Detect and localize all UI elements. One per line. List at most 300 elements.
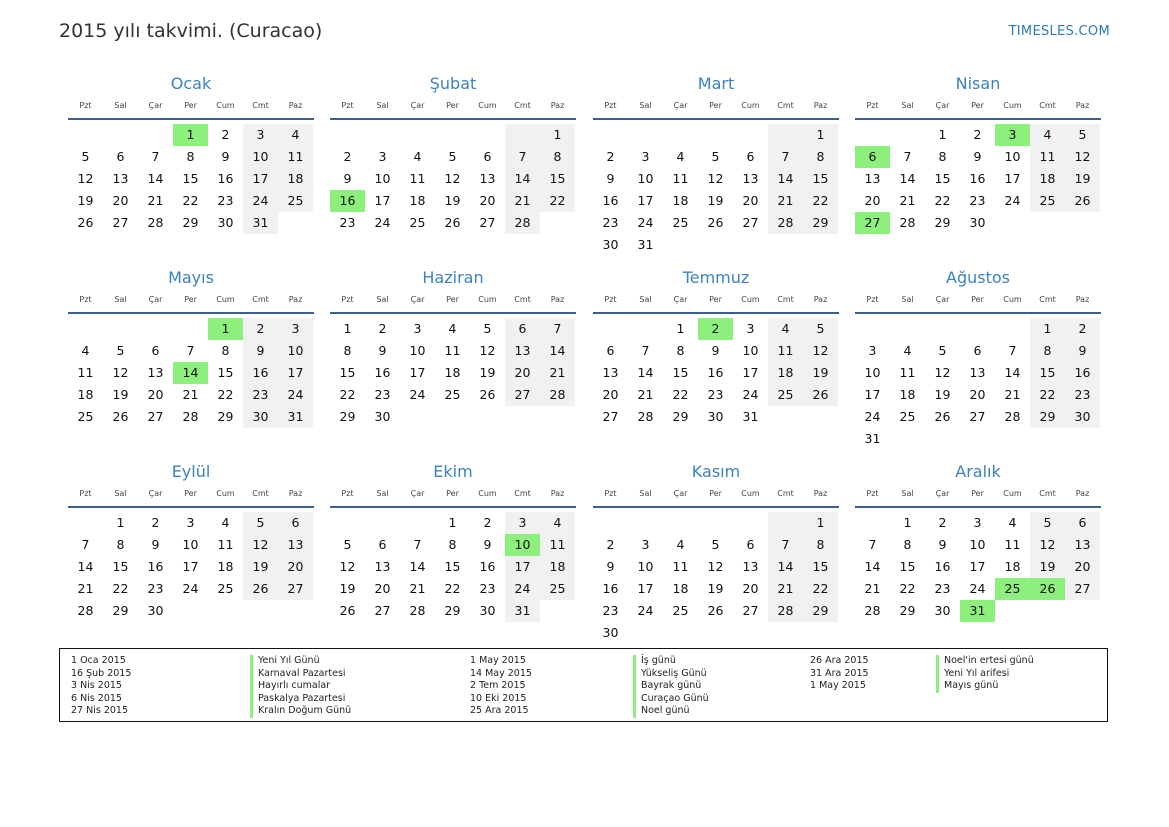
- day-cell: 1: [116, 515, 125, 530]
- day-cell: 25: [672, 215, 689, 230]
- day-grid: [593, 318, 839, 428]
- day-cell: 15: [112, 559, 129, 574]
- day-cell: 5: [448, 149, 457, 164]
- empty-cell: [960, 318, 995, 340]
- day-cell: 2: [483, 515, 492, 530]
- day-cell: 7: [641, 343, 650, 358]
- weekday-label: Çar: [148, 489, 163, 498]
- day-cell: 29: [672, 409, 689, 424]
- day-cell: 21: [409, 581, 426, 596]
- empty-cell: [103, 318, 138, 340]
- day-cell: 29: [444, 603, 461, 618]
- day-cell: 2: [1065, 318, 1100, 340]
- empty-cell: [663, 124, 698, 146]
- day-cell: 21: [864, 581, 881, 596]
- day-cell: 19: [707, 193, 724, 208]
- day-cell: 6: [1065, 512, 1100, 534]
- day-cell: 25: [444, 387, 461, 402]
- day-grid: [593, 124, 839, 256]
- empty-cell: [1030, 600, 1065, 622]
- weekday-header: [330, 489, 576, 508]
- day-cell: 3: [995, 124, 1030, 146]
- day-cell: 21: [505, 190, 540, 212]
- weekday-label: Cum: [478, 489, 497, 498]
- legend-date: 1 May 2015: [810, 680, 866, 692]
- weekday-label: Sal: [114, 101, 127, 110]
- month-name: Ekim: [433, 462, 473, 481]
- weekday-label: Paz: [550, 101, 565, 110]
- weekday-label: Pzt: [79, 295, 92, 304]
- day-cell: 25: [409, 215, 426, 230]
- day-cell: 6: [151, 343, 160, 358]
- weekday-label: Per: [184, 489, 197, 498]
- day-cell: 22: [1030, 384, 1065, 406]
- month-2: [330, 73, 576, 234]
- legend-holiday-name: Bayrak günü: [633, 680, 709, 693]
- legend-holiday-name: Hayırlı cumalar: [250, 680, 351, 693]
- day-cell: 14: [77, 559, 94, 574]
- day-cell: 13: [374, 559, 391, 574]
- day-cell: 25: [278, 190, 313, 212]
- day-cell: 10: [864, 365, 881, 380]
- day-cell: 7: [768, 534, 803, 556]
- day-cell: 8: [116, 537, 125, 552]
- month-11: [593, 461, 839, 644]
- day-cell: 24: [969, 581, 986, 596]
- day-cell: 10: [505, 534, 540, 556]
- day-cell: 14: [864, 559, 881, 574]
- empty-cell: [400, 124, 435, 146]
- day-grid: [330, 124, 576, 234]
- month-9: [68, 461, 314, 622]
- day-cell: 15: [1030, 362, 1065, 384]
- day-cell: 12: [444, 171, 461, 186]
- weekday-label: Cmt: [514, 101, 531, 110]
- day-cell: 29: [112, 603, 129, 618]
- weekday-label: Çar: [673, 489, 688, 498]
- day-cell: 31: [243, 212, 278, 234]
- weekday-label: Sal: [376, 101, 389, 110]
- day-cell: 4: [1030, 124, 1065, 146]
- empty-cell: [890, 124, 925, 146]
- day-cell: 22: [934, 193, 951, 208]
- day-cell: 25: [1030, 190, 1065, 212]
- day-cell: 4: [448, 321, 457, 336]
- day-cell: 14: [768, 168, 803, 190]
- day-cell: 25: [77, 409, 94, 424]
- weekday-label: Sal: [376, 489, 389, 498]
- day-cell: 2: [343, 149, 352, 164]
- day-cell: 22: [444, 581, 461, 596]
- day-grid: [68, 512, 314, 622]
- weekday-header: [855, 489, 1101, 508]
- day-cell: 26: [1030, 578, 1065, 600]
- day-cell: 12: [243, 534, 278, 556]
- day-cell: 25: [899, 409, 916, 424]
- month-3: [593, 73, 839, 256]
- day-cell: 19: [803, 362, 838, 384]
- day-cell: 30: [602, 625, 619, 640]
- day-grid: [855, 318, 1101, 450]
- empty-cell: [400, 512, 435, 534]
- day-cell: 24: [182, 581, 199, 596]
- legend-date: 3 Nis 2015: [71, 680, 122, 692]
- day-cell: 14: [540, 340, 575, 362]
- day-cell: 5: [938, 343, 947, 358]
- empty-cell: [663, 512, 698, 534]
- empty-cell: [803, 622, 838, 644]
- day-cell: 8: [1030, 340, 1065, 362]
- month-name: Ocak: [170, 74, 212, 93]
- weekday-header: [855, 101, 1101, 120]
- empty-cell: [173, 600, 208, 622]
- day-cell: 27: [969, 409, 986, 424]
- legend-holiday-name: Kralın Doğum Günü: [250, 705, 351, 718]
- empty-cell: [855, 318, 890, 340]
- day-cell: 18: [444, 365, 461, 380]
- day-cell: 24: [1004, 193, 1021, 208]
- weekday-label: Çar: [410, 489, 425, 498]
- empty-cell: [628, 124, 663, 146]
- day-cell: 20: [969, 387, 986, 402]
- empty-cell: [470, 406, 505, 428]
- day-cell: 12: [707, 559, 724, 574]
- empty-cell: [698, 512, 733, 534]
- day-cell: 3: [641, 149, 650, 164]
- day-cell: 18: [899, 387, 916, 402]
- day-cell: 30: [707, 409, 724, 424]
- day-cell: 30: [602, 237, 619, 252]
- weekday-label: Sal: [639, 295, 652, 304]
- day-cell: 17: [864, 387, 881, 402]
- legend-holiday-name: Curaçao Günü: [633, 693, 709, 706]
- day-cell: 13: [1065, 534, 1100, 556]
- day-cell: 27: [374, 603, 391, 618]
- day-cell: 21: [77, 581, 94, 596]
- month-7: [593, 267, 839, 428]
- weekday-label: Per: [184, 295, 197, 304]
- day-cell: 9: [606, 171, 615, 186]
- day-cell: 6: [116, 149, 125, 164]
- empty-cell: [890, 318, 925, 340]
- day-cell: 13: [742, 559, 759, 574]
- day-cell: 24: [505, 578, 540, 600]
- weekday-label: Pzt: [604, 295, 617, 304]
- day-cell: 30: [147, 603, 164, 618]
- day-cell: 2: [151, 515, 160, 530]
- day-cell: 12: [339, 559, 356, 574]
- legend-holiday-name: İş günü: [633, 655, 709, 668]
- day-cell: 28: [409, 603, 426, 618]
- day-cell: 21: [768, 190, 803, 212]
- month-6: [330, 267, 576, 428]
- day-cell: 19: [444, 193, 461, 208]
- day-cell: 28: [864, 603, 881, 618]
- empty-cell: [330, 124, 365, 146]
- weekday-label: Cum: [216, 489, 235, 498]
- day-cell: 7: [186, 343, 195, 358]
- day-cell: 26: [707, 215, 724, 230]
- holiday-legend: [59, 648, 1108, 722]
- weekday-label: Çar: [935, 101, 950, 110]
- day-cell: 28: [505, 212, 540, 234]
- day-cell: 26: [479, 387, 496, 402]
- day-cell: 22: [339, 387, 356, 402]
- day-cell: 8: [221, 343, 230, 358]
- day-cell: 16: [602, 193, 619, 208]
- month-12: [855, 461, 1101, 622]
- day-cell: 29: [217, 409, 234, 424]
- day-cell: 16: [969, 171, 986, 186]
- day-cell: 14: [1004, 365, 1021, 380]
- day-cell: 9: [711, 343, 720, 358]
- day-cell: 1: [803, 124, 838, 146]
- weekday-label: Sal: [901, 101, 914, 110]
- day-cell: 28: [637, 409, 654, 424]
- legend-date: 14 May 2015: [470, 667, 532, 679]
- day-cell: 7: [768, 146, 803, 168]
- day-cell: 1: [903, 515, 912, 530]
- empty-cell: [768, 406, 803, 428]
- day-cell: 3: [278, 318, 313, 340]
- empty-cell: [68, 512, 103, 534]
- day-cell: 9: [1065, 340, 1100, 362]
- day-cell: 5: [243, 512, 278, 534]
- day-cell: 11: [540, 534, 575, 556]
- day-cell: 13: [969, 365, 986, 380]
- day-cell: 16: [374, 365, 391, 380]
- weekday-label: Paz: [1075, 489, 1090, 498]
- day-cell: 1: [173, 124, 208, 146]
- day-cell: 27: [1065, 578, 1100, 600]
- day-cell: 29: [934, 215, 951, 230]
- weekday-label: Çar: [148, 101, 163, 110]
- day-cell: 8: [803, 146, 838, 168]
- day-cell: 29: [803, 600, 838, 622]
- day-cell: 25: [672, 603, 689, 618]
- day-cell: 26: [1065, 190, 1100, 212]
- day-cell: 10: [182, 537, 199, 552]
- day-cell: 28: [899, 215, 916, 230]
- day-cell: 20: [112, 193, 129, 208]
- day-cell: 20: [505, 362, 540, 384]
- day-cell: 27: [505, 384, 540, 406]
- day-cell: 5: [483, 321, 492, 336]
- day-cell: 17: [374, 193, 391, 208]
- page-title: 2015 yılı takvimi. (Curacao): [59, 20, 323, 42]
- day-cell: 10: [243, 146, 278, 168]
- empty-cell: [208, 600, 243, 622]
- day-cell: 4: [903, 343, 912, 358]
- empty-cell: [540, 600, 575, 622]
- weekday-label: Sal: [639, 489, 652, 498]
- empty-cell: [68, 124, 103, 146]
- day-cell: 7: [151, 149, 160, 164]
- day-cell: 7: [868, 537, 877, 552]
- day-cell: 1: [938, 127, 947, 142]
- day-cell: 19: [707, 581, 724, 596]
- legend-holiday-name: Yeni Yıl arifesi: [936, 668, 1034, 681]
- day-cell: 1: [540, 124, 575, 146]
- day-cell: 9: [243, 340, 278, 362]
- legend-holiday-name: Mayıs günü: [936, 680, 1034, 693]
- weekday-header: [330, 295, 576, 314]
- day-cell: 13: [147, 365, 164, 380]
- day-cell: 12: [803, 340, 838, 362]
- weekday-label: Çar: [935, 295, 950, 304]
- weekday-label: Pzt: [341, 101, 354, 110]
- day-cell: 26: [444, 215, 461, 230]
- day-cell: 8: [903, 537, 912, 552]
- day-cell: 28: [77, 603, 94, 618]
- empty-cell: [890, 428, 925, 450]
- legend-date: 6 Nis 2015: [71, 692, 122, 704]
- day-cell: 9: [938, 537, 947, 552]
- day-grid: [68, 318, 314, 428]
- weekday-label: Per: [446, 101, 459, 110]
- day-cell: 11: [672, 559, 689, 574]
- weekday-label: Çar: [673, 101, 688, 110]
- month-8: [855, 267, 1101, 450]
- day-cell: 7: [413, 537, 422, 552]
- weekday-label: Paz: [288, 295, 303, 304]
- day-cell: 8: [938, 149, 947, 164]
- day-cell: 1: [343, 321, 352, 336]
- day-cell: 16: [602, 581, 619, 596]
- weekday-label: Cmt: [777, 295, 794, 304]
- day-cell: 6: [855, 146, 890, 168]
- day-cell: 29: [339, 409, 356, 424]
- day-cell: 17: [505, 556, 540, 578]
- day-cell: 19: [479, 365, 496, 380]
- day-cell: 14: [173, 362, 208, 384]
- day-cell: 20: [742, 193, 759, 208]
- weekday-header: [68, 295, 314, 314]
- day-cell: 9: [221, 149, 230, 164]
- empty-cell: [400, 406, 435, 428]
- legend-holiday-name: Noel'in ertesi günü: [936, 655, 1034, 668]
- day-cell: 29: [899, 603, 916, 618]
- day-cell: 14: [409, 559, 426, 574]
- day-cell: 29: [1030, 406, 1065, 428]
- legend-holiday-name: Paskalya Pazartesi: [250, 693, 351, 706]
- weekday-label: Per: [446, 295, 459, 304]
- day-cell: 11: [1004, 537, 1021, 552]
- day-cell: 3: [746, 321, 755, 336]
- empty-cell: [540, 406, 575, 428]
- weekday-label: Pzt: [604, 101, 617, 110]
- weekday-label: Cum: [741, 101, 760, 110]
- day-cell: 17: [409, 365, 426, 380]
- day-cell: 23: [934, 581, 951, 596]
- empty-cell: [628, 512, 663, 534]
- day-cell: 10: [1004, 149, 1021, 164]
- site-link[interactable]: TIMESLES.COM: [1008, 24, 1110, 39]
- day-cell: 24: [864, 409, 881, 424]
- weekday-label: Çar: [673, 295, 688, 304]
- empty-cell: [593, 512, 628, 534]
- day-cell: 18: [278, 168, 313, 190]
- day-cell: 4: [676, 149, 685, 164]
- day-cell: 3: [186, 515, 195, 530]
- month-4: [855, 73, 1101, 234]
- legend-date: 25 Ara 2015: [470, 705, 529, 717]
- weekday-label: Sal: [901, 489, 914, 498]
- month-name: Mart: [697, 74, 735, 93]
- day-cell: 23: [602, 603, 619, 618]
- day-cell: 18: [768, 362, 803, 384]
- day-cell: 11: [409, 171, 426, 186]
- day-cell: 31: [864, 431, 881, 446]
- day-cell: 7: [505, 146, 540, 168]
- day-cell: 7: [540, 318, 575, 340]
- day-cell: 18: [77, 387, 94, 402]
- weekday-label: Per: [709, 295, 722, 304]
- day-cell: 24: [243, 190, 278, 212]
- legend-date: 1 Oca 2015: [71, 655, 126, 666]
- day-cell: 7: [903, 149, 912, 164]
- day-cell: 15: [339, 365, 356, 380]
- empty-cell: [803, 406, 838, 428]
- day-cell: 3: [243, 124, 278, 146]
- day-cell: 10: [278, 340, 313, 362]
- day-cell: 16: [934, 559, 951, 574]
- day-cell: 15: [934, 171, 951, 186]
- day-cell: 6: [505, 318, 540, 340]
- day-cell: 5: [343, 537, 352, 552]
- day-cell: 3: [641, 537, 650, 552]
- day-cell: 18: [409, 193, 426, 208]
- empty-cell: [505, 124, 540, 146]
- day-cell: 4: [1008, 515, 1017, 530]
- day-cell: 1: [448, 515, 457, 530]
- weekday-label: Paz: [288, 101, 303, 110]
- day-cell: 10: [409, 343, 426, 358]
- day-cell: 2: [606, 149, 615, 164]
- weekday-label: Cmt: [514, 295, 531, 304]
- day-cell: 16: [707, 365, 724, 380]
- weekday-label: Paz: [813, 489, 828, 498]
- weekday-label: Sal: [376, 295, 389, 304]
- empty-cell: [995, 212, 1030, 234]
- empty-cell: [1065, 212, 1100, 234]
- day-cell: 6: [278, 512, 313, 534]
- day-cell: 5: [711, 149, 720, 164]
- day-cell: 12: [479, 343, 496, 358]
- weekday-label: Paz: [1075, 295, 1090, 304]
- day-cell: 10: [637, 559, 654, 574]
- weekday-label: Per: [971, 101, 984, 110]
- month-name: Kasım: [691, 462, 741, 481]
- weekday-label: Pzt: [341, 489, 354, 498]
- weekday-label: Per: [184, 101, 197, 110]
- day-cell: 5: [81, 149, 90, 164]
- weekday-label: Per: [709, 101, 722, 110]
- weekday-label: Cmt: [777, 101, 794, 110]
- weekday-label: Per: [971, 489, 984, 498]
- day-cell: 19: [1065, 168, 1100, 190]
- day-cell: 30: [934, 603, 951, 618]
- day-cell: 28: [182, 409, 199, 424]
- day-cell: 27: [855, 212, 890, 234]
- empty-cell: [103, 124, 138, 146]
- legend-date: 1 May 2015: [470, 655, 526, 666]
- day-cell: 8: [803, 534, 838, 556]
- day-cell: 21: [637, 387, 654, 402]
- day-cell: 20: [1065, 556, 1100, 578]
- month-10: [330, 461, 576, 622]
- weekday-label: Pzt: [604, 489, 617, 498]
